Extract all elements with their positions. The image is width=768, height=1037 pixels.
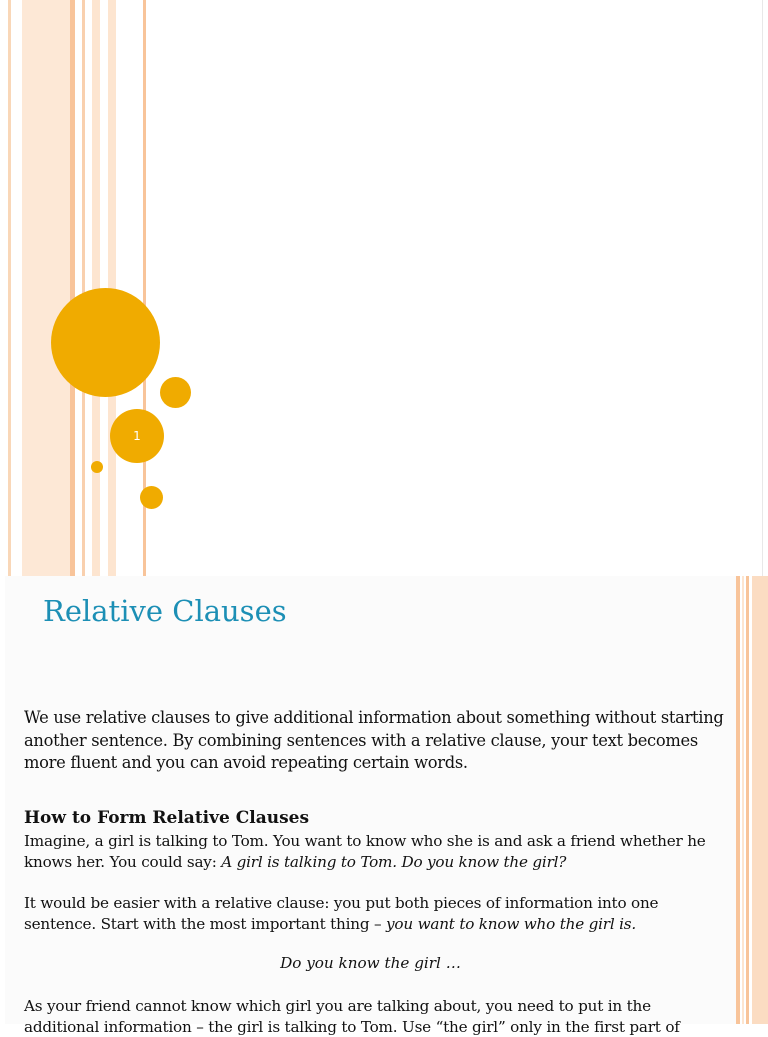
decorative-stripe [70,0,75,576]
decorative-stripe [0,576,5,1024]
decorative-stripe [752,576,768,1024]
paragraph-example [24,831,741,872]
small-circle [160,377,191,408]
decorative-stripe [742,576,744,1024]
paragraph-line: additional information – the girl is talking to Tom. Use “the girl” only in the first part of [24,1017,680,1036]
paragraph-italic: A girl is talking to Tom. Do you know the girl? [221,852,567,871]
tiny-circle [91,461,103,473]
decorative-stripe [746,576,749,1024]
decorative-stripe [736,576,740,1024]
section-heading: How to Form Relative Clauses [24,808,310,828]
paragraph-relative [24,893,704,934]
paragraph-continued [24,996,744,1037]
slide-body [5,576,736,1036]
paragraph-italic: you want to know who the girl is. [386,914,637,933]
slide-title: Relative Clauses [43,594,287,628]
slide-number: 1 [133,429,141,443]
paragraph-line: As your friend cannot know which girl you are talking about, you need to put in the [24,997,651,1015]
small-circle [140,486,163,509]
decorative-stripe [8,0,11,576]
decorative-stripe [762,0,763,576]
paragraph-text: It would be easier with a relative clause: you put both pieces of information into one sentence. Start with the most important thing – [24,894,659,933]
decorative-stripe [22,0,70,576]
content-slide [0,576,768,1036]
large-circle [51,288,160,397]
example-sentence: Do you know the girl … [280,954,461,972]
intro-paragraph: We use relative clauses to give additional information about something without starting another sentence. By combining sentences with a relative clause, your text becomes more fluent and you can avoid repeating certain words. [24,708,724,772]
decorative-stripe [82,0,85,576]
paragraph-text: Imagine, a girl is talking to Tom. You want to know who she is and ask a friend whether he knows her. You could say: [24,832,706,871]
